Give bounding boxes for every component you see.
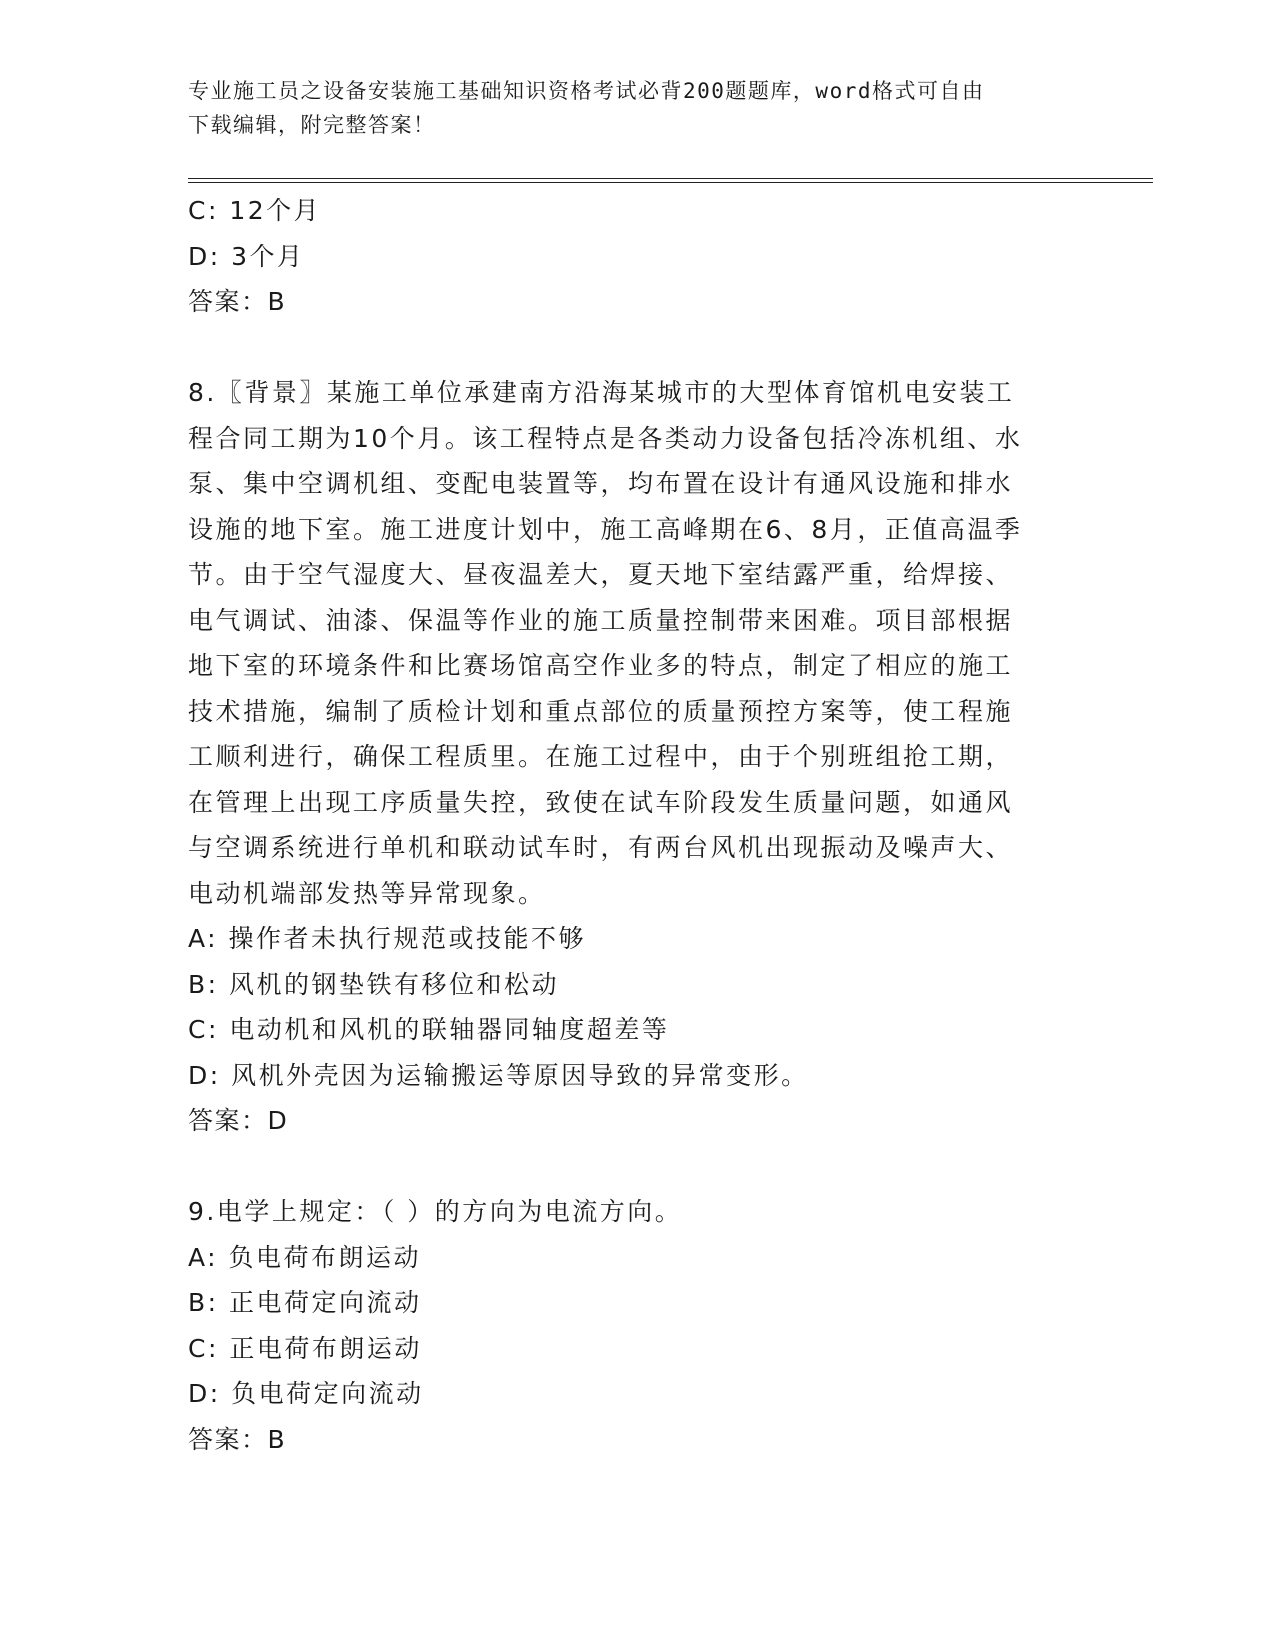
stem-line: 节。由于空气湿度大、昼夜温差大，夏天地下室结露严重，给焊接、	[188, 560, 1014, 589]
stem-line: 电气调试、油漆、保温等作业的施工质量控制带来困难。项目部根据	[188, 605, 1014, 635]
option-b: B: 正电荷定向流动	[188, 1288, 422, 1317]
stem-line: 地下室的环境条件和比赛场馆高空作业多的特点，制定了相应的施工	[188, 651, 1014, 680]
stem-line: 与空调系统进行单机和联动试车时，有两台风机出现振动及噪声大、	[188, 833, 1014, 862]
question-8-stem	[188, 370, 1088, 916]
option-d: D: 风机外壳因为运输搬运等原因导致的异常变形。	[188, 1060, 809, 1090]
header-divider-bottom	[188, 182, 1153, 183]
header-line-2: 下载编辑，附完整答案！	[188, 113, 436, 137]
answer-line: 答案：B	[188, 1424, 287, 1454]
stem-line: 电动机端部发热等异常现象。	[188, 878, 546, 908]
question-9-stem: 9.电学上规定：（ ）的方向为电流方向。	[188, 1197, 683, 1226]
option-d: D: 负电荷定向流动	[188, 1379, 424, 1408]
question-8	[188, 370, 1088, 1144]
header-line-1: 专业施工员之设备安装施工基础知识资格考试必背200题题库，word格式可自由	[188, 79, 985, 103]
stem-line: 8.〖背景〗某施工单位承建南方沿海某城市的大型体育馆机电安装工	[188, 378, 1015, 407]
option-d: D: 3个月	[188, 241, 305, 271]
answer-line: 答案：B	[188, 287, 287, 316]
previous-question-tail	[188, 188, 1088, 325]
document-header	[188, 74, 1088, 142]
header-divider-top	[188, 178, 1153, 179]
option-a: A: 操作者未执行规范或技能不够	[188, 924, 587, 953]
option-c: C: 电动机和风机的联轴器同轴度超差等	[188, 1015, 670, 1044]
stem-line: 设施的地下室。施工进度计划中，施工高峰期在6、8月，正值高温季	[188, 514, 1023, 544]
option-c: C: 12个月	[188, 196, 322, 225]
option-c: C: 正电荷布朗运动	[188, 1333, 422, 1363]
stem-line: 在管理上出现工序质量失控，致使在试车阶段发生质量问题，如通风	[188, 787, 1014, 817]
spacer	[188, 1144, 1088, 1190]
answer-line: 答案：D	[188, 1106, 289, 1135]
stem-line: 程合同工期为10个月。该工程特点是各类动力设备包括冷冻机组、水	[188, 423, 1023, 453]
document-body	[188, 188, 1088, 1462]
option-a: A: 负电荷布朗运动	[188, 1242, 422, 1272]
stem-line: 泵、集中空调机组、变配电装置等，均布置在设计有通风设施和排水	[188, 469, 1014, 498]
stem-line: 技术措施，编制了质检计划和重点部位的质量预控方案等，使工程施	[188, 696, 1014, 726]
option-b: B: 风机的钢垫铁有移位和松动	[188, 969, 560, 999]
spacer	[188, 325, 1088, 371]
question-9	[188, 1189, 1088, 1462]
stem-line: 工顺利进行，确保工程质里。在施工过程中，由于个别班组抢工期，	[188, 742, 1014, 771]
